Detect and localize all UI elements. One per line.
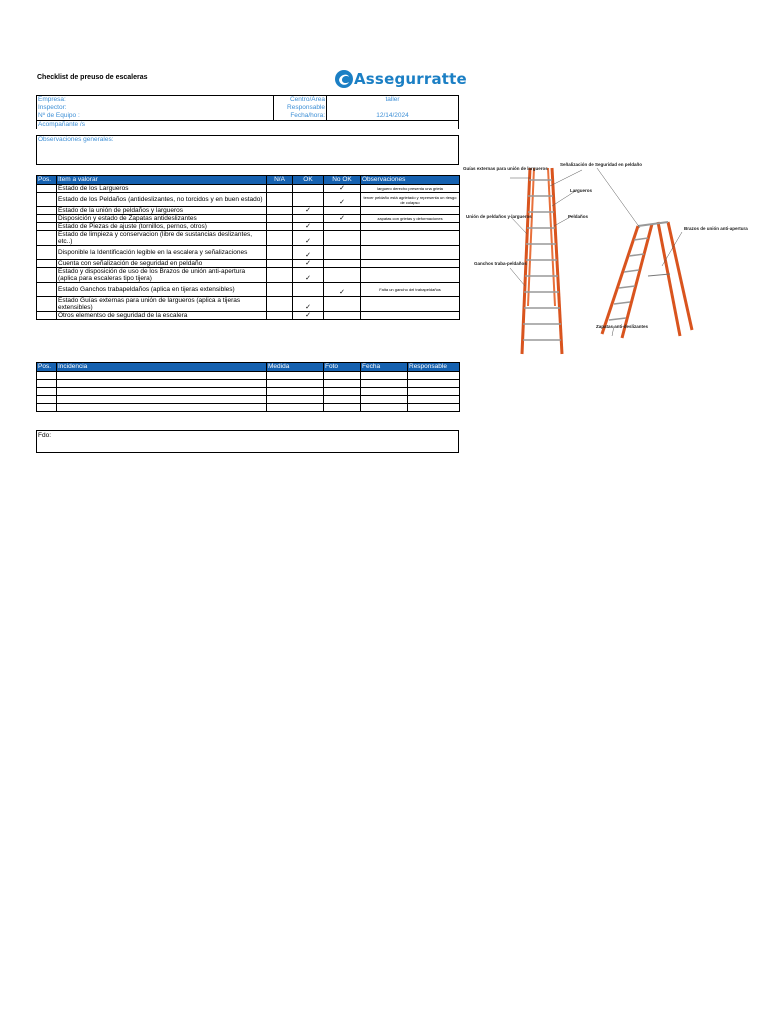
row-observacion[interactable]: zapatas con grietas y deformaciones (361, 215, 460, 223)
checklist-row (37, 283, 460, 297)
document-title: Checklist de preuso de escaleras (37, 74, 148, 81)
row-nook[interactable]: ✓ (324, 193, 361, 207)
row-pos[interactable] (37, 207, 57, 215)
col-item: Item a valorar (57, 176, 267, 185)
incidencia-cell[interactable] (37, 404, 57, 412)
row-pos[interactable] (37, 231, 57, 246)
row-nook[interactable] (324, 268, 361, 283)
incidencia-cell[interactable] (37, 372, 57, 380)
row-ok[interactable] (293, 215, 324, 223)
row-na[interactable] (267, 231, 293, 246)
row-ok[interactable] (293, 185, 324, 193)
checklist-row (37, 185, 460, 193)
incidencia-cell[interactable] (37, 380, 57, 388)
incidencia-row (37, 380, 460, 388)
row-ok[interactable]: ✓ (293, 312, 324, 320)
centro-value[interactable]: taller (327, 96, 459, 105)
row-na[interactable] (267, 297, 293, 312)
row-pos[interactable] (37, 185, 57, 193)
logo-swirl-icon (334, 68, 354, 90)
row-item: Estado y disposición de uso de los Brazos de unión anti-apertura (aplica para escaleras tipo tijera) (57, 268, 267, 283)
incidencia-cell[interactable] (267, 388, 324, 396)
incidencia-cell[interactable] (361, 404, 408, 412)
responsable-value[interactable] (327, 104, 459, 112)
checklist-row (37, 268, 460, 283)
row-ok[interactable]: ✓ (293, 207, 324, 215)
row-observacion[interactable] (361, 246, 460, 260)
inspector-label: Inspector: (37, 104, 274, 112)
incidencia-cell[interactable] (267, 396, 324, 404)
inc-col-foto: Foto (324, 363, 361, 372)
firma-box[interactable] (36, 430, 459, 453)
incidencia-cell[interactable] (408, 396, 460, 404)
incidencia-cell[interactable] (361, 396, 408, 404)
inc-col-incidencia: Incidencia (57, 363, 267, 372)
incidencia-cell[interactable] (408, 388, 460, 396)
row-ok[interactable] (293, 283, 324, 297)
incidencia-row (37, 404, 460, 412)
row-item: Otros elementso de seguridad de la escalera (57, 312, 267, 320)
label-zapatas: Zapatas anti-deslizantes (596, 324, 649, 329)
row-ok[interactable]: ✓ (293, 246, 324, 260)
row-item: Disponible la Identificación legible en la escalera y señalizaciones (57, 246, 267, 260)
inc-col-pos: Pos. (37, 363, 57, 372)
checklist-row (37, 312, 460, 320)
incidencia-cell[interactable] (267, 372, 324, 380)
row-ok[interactable]: ✓ (293, 223, 324, 231)
info-table (36, 95, 459, 129)
row-item: Estado de Piezas de ajuste (tornillos, pernos, otros) (57, 223, 267, 231)
row-item: Estado de los Largueros (57, 185, 267, 193)
row-nook[interactable] (324, 246, 361, 260)
row-na[interactable] (267, 215, 293, 223)
row-na[interactable] (267, 207, 293, 215)
extension-ladder (522, 168, 562, 354)
incidencia-cell[interactable] (361, 388, 408, 396)
incidencia-cell[interactable] (361, 380, 408, 388)
row-pos[interactable] (37, 283, 57, 297)
row-item: Cuenta con señalización de seguridad en peldaño (57, 260, 267, 268)
checklist-row (37, 223, 460, 231)
row-pos[interactable] (37, 268, 57, 283)
incidencia-cell[interactable] (57, 404, 267, 412)
col-ok: OK (293, 176, 324, 185)
incidencia-row (37, 372, 460, 380)
row-observacion[interactable]: Falta un gancho del trabapeldaños (361, 283, 460, 297)
row-item: Estado Ganchos trabapeldaños (aplica en tijeras extensibles) (57, 283, 267, 297)
row-item: Estado de limpieza y conservacion (libre de sustancias deslizantes, etc..) (57, 231, 267, 246)
row-observacion[interactable] (361, 231, 460, 246)
row-observacion[interactable] (361, 297, 460, 312)
incidencia-cell[interactable] (267, 380, 324, 388)
label-union: Unión de peldaños y largueros (466, 214, 532, 219)
checklist-row (37, 215, 460, 223)
checklist-row (37, 207, 460, 215)
incidencia-cell[interactable] (324, 372, 361, 380)
row-item: Disposición y estado de Zapatas antideslizantes (57, 215, 267, 223)
inc-col-responsable: Responsable (408, 363, 460, 372)
row-ok[interactable]: ✓ (293, 260, 324, 268)
checklist-row (37, 193, 460, 207)
col-nook: No OK (324, 176, 361, 185)
checklist-row (37, 297, 460, 312)
row-item: Estado de la unión de peldaños y largueros (57, 207, 267, 215)
incidencia-cell[interactable] (37, 396, 57, 404)
checklist-table (36, 175, 460, 320)
incidencia-cell[interactable] (408, 380, 460, 388)
row-nook[interactable]: ✓ (324, 215, 361, 223)
row-pos[interactable] (37, 312, 57, 320)
incidencias-table (36, 362, 460, 412)
label-guias: Guías externas para unión de largueros (463, 166, 548, 171)
fecha-value[interactable]: 12/14/2024 (327, 112, 459, 121)
row-na[interactable] (267, 283, 293, 297)
checklist-row (37, 246, 460, 260)
row-pos[interactable] (37, 223, 57, 231)
inc-col-medida: Medida (267, 363, 324, 372)
step-ladder (602, 222, 692, 338)
checklist-header-row (37, 176, 460, 185)
row-pos[interactable] (37, 260, 57, 268)
incidencias-header-row (37, 363, 460, 372)
row-item: Estado Guías externas para unión de largueros (aplica a tijeras extensibles) (57, 297, 267, 312)
incidencia-cell[interactable] (267, 404, 324, 412)
row-pos[interactable] (37, 246, 57, 260)
label-ganchos: Ganchos traba-peldaños (474, 261, 527, 266)
incidencia-cell[interactable] (361, 372, 408, 380)
checklist-row (37, 260, 460, 268)
incidencia-cell[interactable] (324, 388, 361, 396)
col-observaciones: Observaciones (361, 176, 460, 185)
label-peldanos: Peldaños (568, 214, 589, 219)
row-ok[interactable]: ✓ (293, 297, 324, 312)
checklist-row (37, 231, 460, 246)
row-observacion[interactable] (361, 260, 460, 268)
incidencia-cell[interactable] (324, 404, 361, 412)
incidencia-cell[interactable] (324, 396, 361, 404)
incidencia-cell[interactable] (57, 388, 267, 396)
incidencia-cell[interactable] (324, 380, 361, 388)
row-observacion[interactable]: larguero derecho presenta una grieta (361, 185, 460, 193)
centro-label: Centro/Área (274, 96, 327, 105)
incidencia-cell[interactable] (57, 372, 267, 380)
label-largueros: Largueros (570, 188, 593, 193)
col-na: N/A (267, 176, 293, 185)
incidencia-cell[interactable] (57, 380, 267, 388)
inc-col-fecha: Fecha (361, 363, 408, 372)
incidencia-row (37, 396, 460, 404)
label-senalizacion: Señalización de Seguridad en peldaño (560, 162, 643, 167)
row-nook[interactable] (324, 207, 361, 215)
incidencia-row (37, 388, 460, 396)
row-nook[interactable]: ✓ (324, 283, 361, 297)
incidencia-cell[interactable] (408, 372, 460, 380)
row-pos[interactable] (37, 193, 57, 207)
row-na[interactable] (267, 223, 293, 231)
row-nook[interactable]: ✓ (324, 185, 361, 193)
incidencia-cell[interactable] (37, 388, 57, 396)
equipo-label: Nº de Equipo : (37, 112, 274, 121)
logo-text: Assegurratte (354, 70, 467, 88)
row-na[interactable] (267, 193, 293, 207)
row-na[interactable] (267, 268, 293, 283)
row-observacion[interactable] (361, 268, 460, 283)
row-observacion[interactable] (361, 223, 460, 231)
row-nook[interactable] (324, 231, 361, 246)
row-nook[interactable] (324, 223, 361, 231)
row-ok[interactable]: ✓ (293, 268, 324, 283)
observaciones-label: Observaciones generales: (38, 136, 114, 143)
row-nook[interactable] (324, 297, 361, 312)
row-na[interactable] (267, 260, 293, 268)
row-pos[interactable] (37, 215, 57, 223)
row-observacion[interactable] (361, 207, 460, 215)
row-nook[interactable] (324, 312, 361, 320)
row-observacion[interactable]: tercer peldaño está agrietado y representa un riesgo de colapso (361, 193, 460, 207)
row-pos[interactable] (37, 297, 57, 312)
label-brazos: Brazos de unión anti-apertura (684, 226, 748, 231)
fecha-label: Fecha/hora: (290, 112, 325, 119)
row-nook[interactable] (324, 260, 361, 268)
ladder-diagram (462, 156, 748, 358)
incidencia-cell[interactable] (408, 404, 460, 412)
empresa-label: Empresa: (37, 96, 274, 105)
company-logo (334, 68, 467, 92)
row-item: Estado de los Peldaños (antideslizantes, no torcidos y en buen estado) (57, 193, 267, 207)
row-na[interactable] (267, 185, 293, 193)
incidencia-cell[interactable] (57, 396, 267, 404)
firma-label: Fdo: (38, 432, 52, 439)
col-pos: Pos. (37, 176, 57, 185)
row-ok[interactable]: ✓ (293, 231, 324, 246)
observaciones-box[interactable] (36, 135, 459, 165)
responsable-label: Responsable (287, 104, 325, 111)
acompanante-label: Acompañante /s (37, 121, 459, 130)
row-na[interactable] (267, 246, 293, 260)
row-na[interactable] (267, 312, 293, 320)
row-observacion[interactable] (361, 312, 460, 320)
row-ok[interactable] (293, 193, 324, 207)
